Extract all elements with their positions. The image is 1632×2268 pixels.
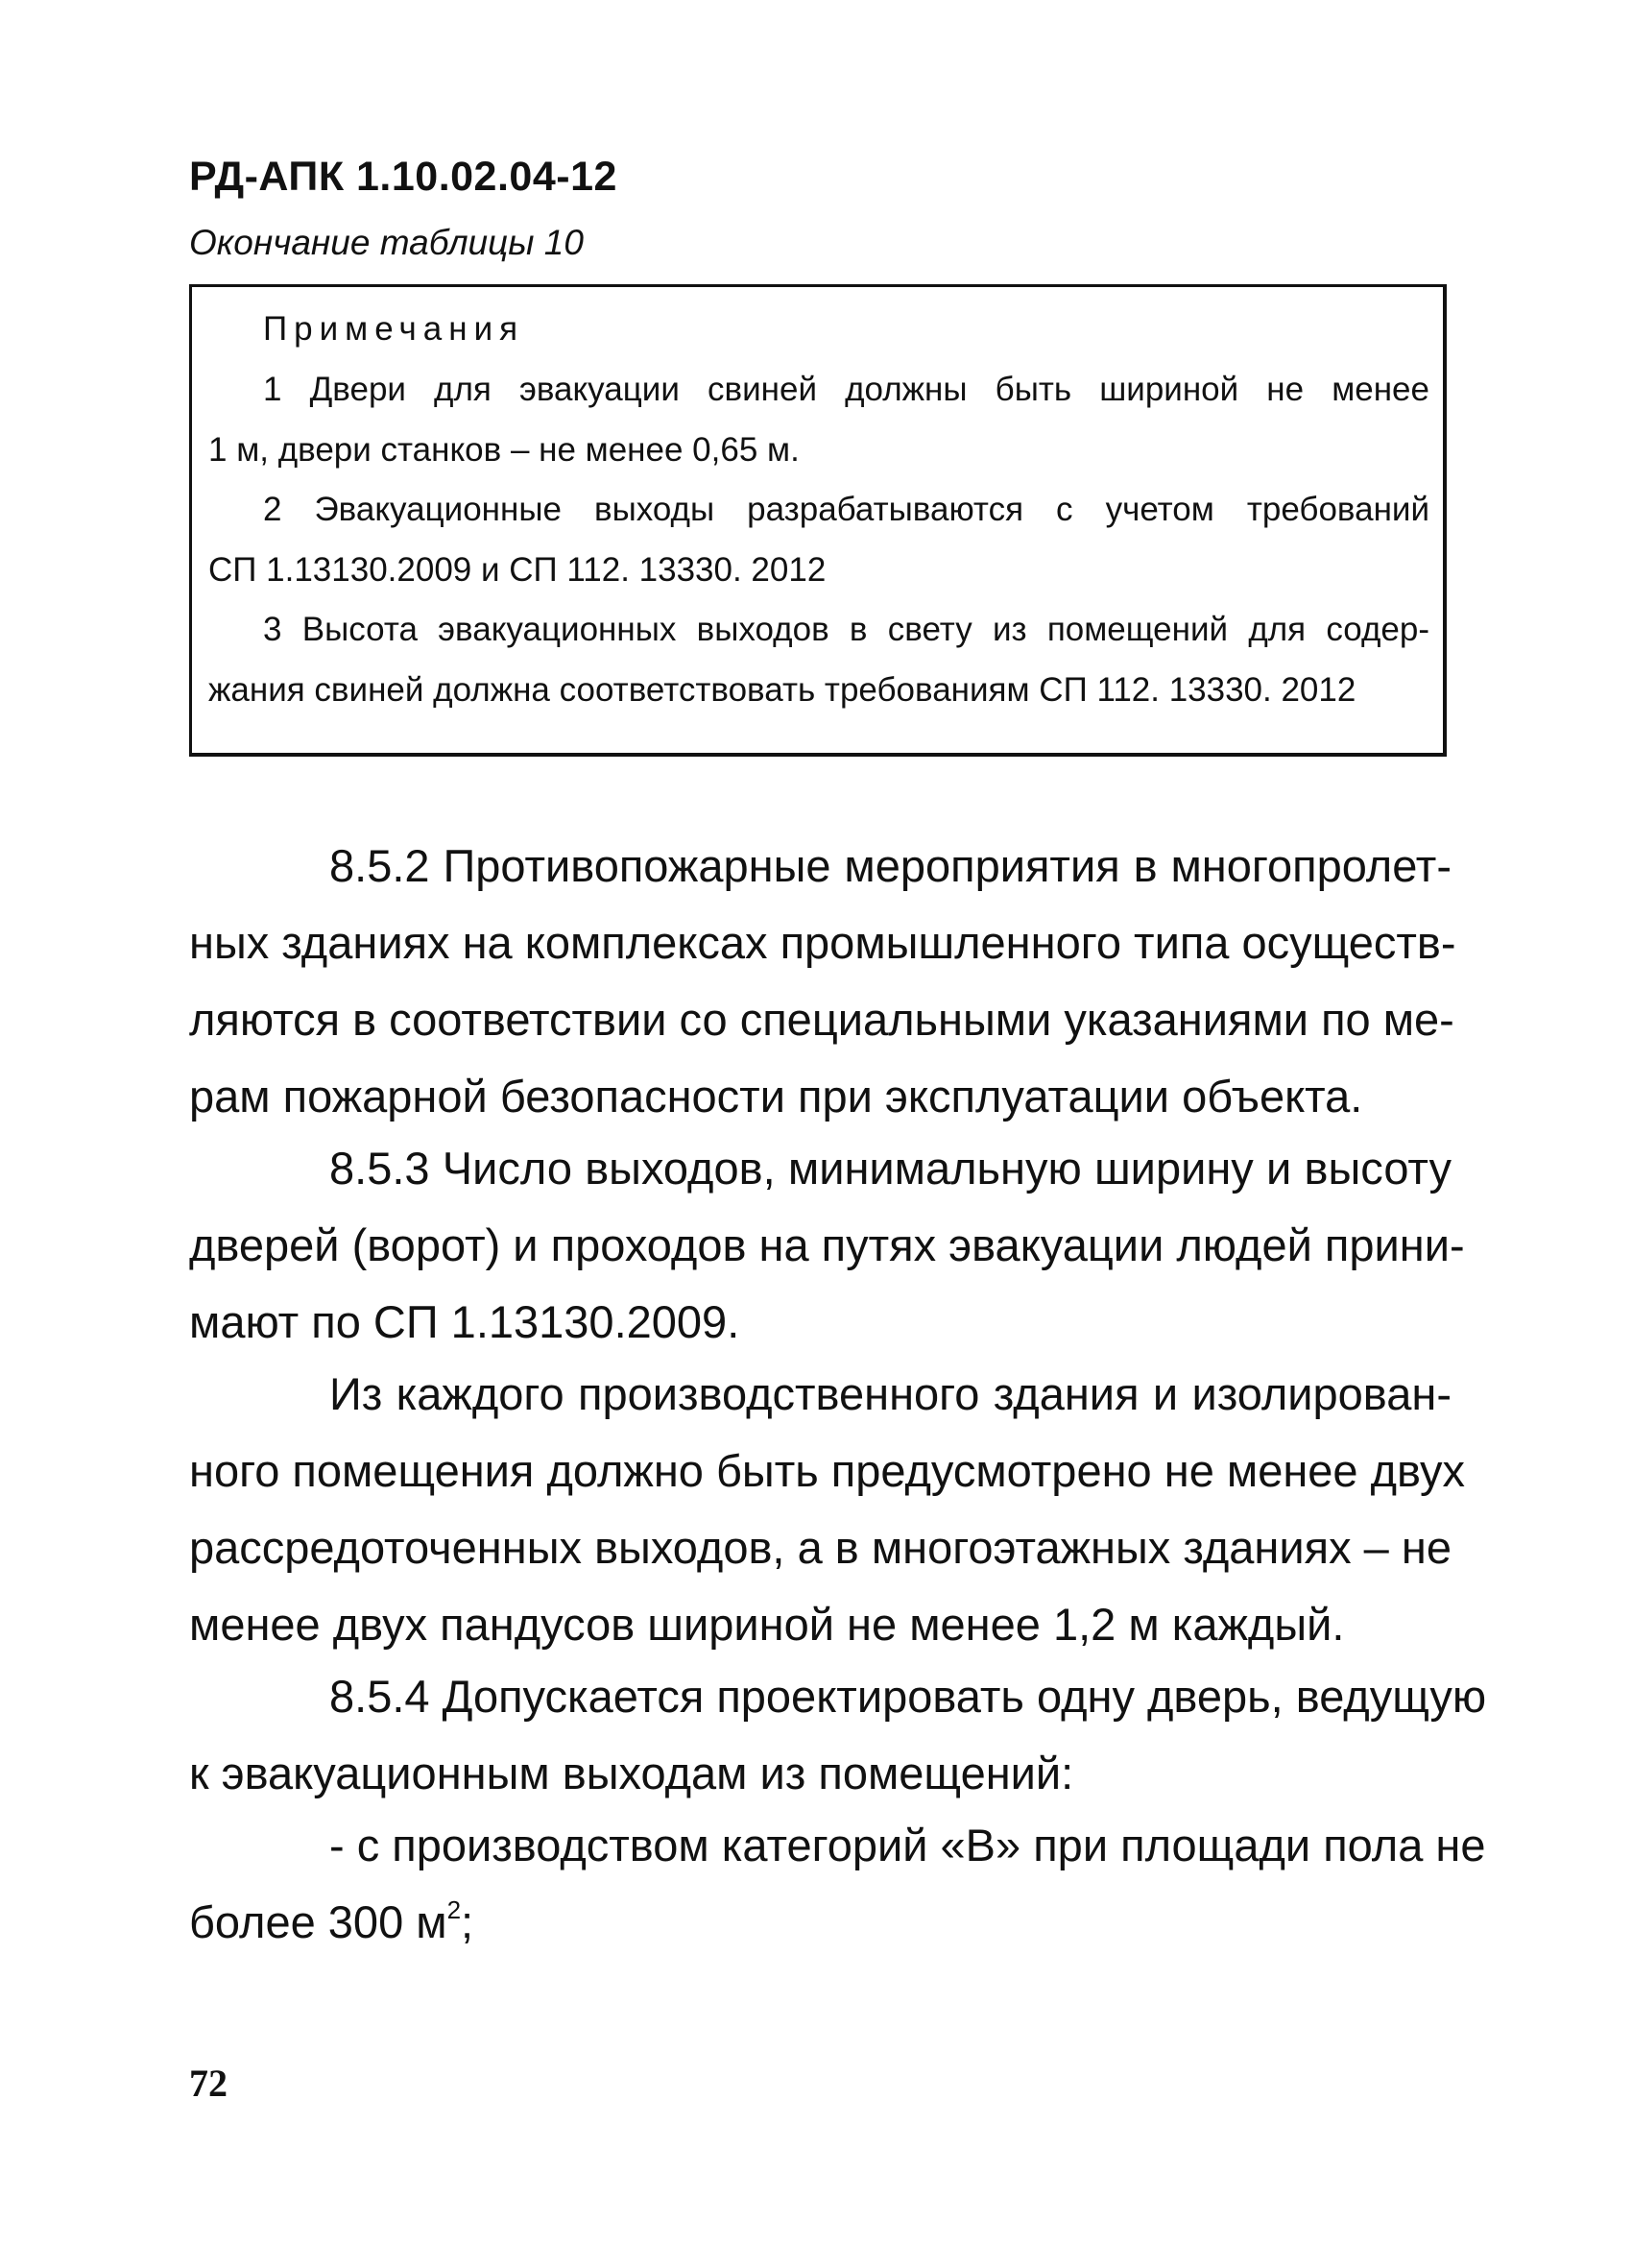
note-item-3: [208, 599, 1429, 720]
paragraph-line: ных зданиях на комплексах промышленного типа осуществ-: [189, 917, 1456, 968]
superscript: 2: [446, 1895, 462, 1924]
note-line: жания свиней должна соответствовать требованиям СП 112. 13330. 2012: [208, 671, 1356, 709]
paragraph-line: ного помещения должно быть предусмотрено не менее двух: [189, 1445, 1465, 1496]
note-item-1: [208, 359, 1429, 480]
paragraph-line: менее двух пандусов шириной не менее 1,2 м каждый.: [189, 1599, 1345, 1650]
punctuation: ;: [461, 1896, 474, 1947]
area-text: более 300 м: [189, 1896, 447, 1947]
note-line: 2 Эвакуационные выходы разрабатываются с учетом требований: [263, 491, 1429, 528]
paragraph-8-5-3: [189, 1130, 1465, 1361]
paragraph-line: - с производством категорий «В» при площади пола не: [329, 1820, 1486, 1870]
paragraph-line: рассредоточенных выходов, а в многоэтажных зданиях – не: [189, 1522, 1452, 1573]
paragraph-line: мают по СП 1.13130.2009.: [189, 1296, 740, 1347]
paragraph-line: дверей (ворот) и проходов на путях эвакуации людей прини-: [189, 1219, 1465, 1270]
paragraph-line-with-superscript: [189, 1884, 1452, 1961]
paragraph-line: 8.5.3 Число выходов, минимальную ширину и высоту: [329, 1143, 1452, 1194]
paragraph-8-5-4: [189, 1658, 1487, 1812]
note-line: СП 1.13130.2009 и СП 112. 13330. 2012: [208, 551, 827, 589]
paragraph-line: 8.5.4 Допускается проектировать одну дверь, ведущую: [329, 1671, 1487, 1722]
paragraph-line: 8.5.2 Противопожарные мероприятия в многопролет-: [329, 840, 1452, 891]
paragraph-line: к эвакуационным выходам из помещений:: [189, 1748, 1074, 1798]
paragraph-8-5-2: [189, 828, 1456, 1135]
paragraph-line: ляются в соответствии со специальными указаниями по ме-: [189, 994, 1454, 1045]
note-item-2: [208, 479, 1429, 600]
document-code: РД-АПК 1.10.02.04-12: [189, 154, 617, 200]
paragraph-category-v: [189, 1807, 1486, 1961]
paragraph-line: рам пожарной безопасности при эксплуатации объекта.: [189, 1071, 1363, 1122]
note-line: 1 Двери для эвакуации свиней должны быть шириной не менее: [263, 371, 1429, 408]
notes-title: Примечания: [263, 310, 525, 348]
notes-table: [189, 284, 1447, 757]
paragraph-line: Из каждого производственного здания и изолирован-: [329, 1368, 1452, 1419]
paragraph-exits: [189, 1356, 1465, 1663]
page-number: 72: [189, 2062, 228, 2105]
note-line: 3 Высота эвакуационных выходов в свету из помещений для содер-: [263, 611, 1429, 648]
table-caption: Окончание таблицы 10: [189, 223, 584, 262]
note-line: 1 м, двери станков – не менее 0,65 м.: [208, 431, 800, 469]
